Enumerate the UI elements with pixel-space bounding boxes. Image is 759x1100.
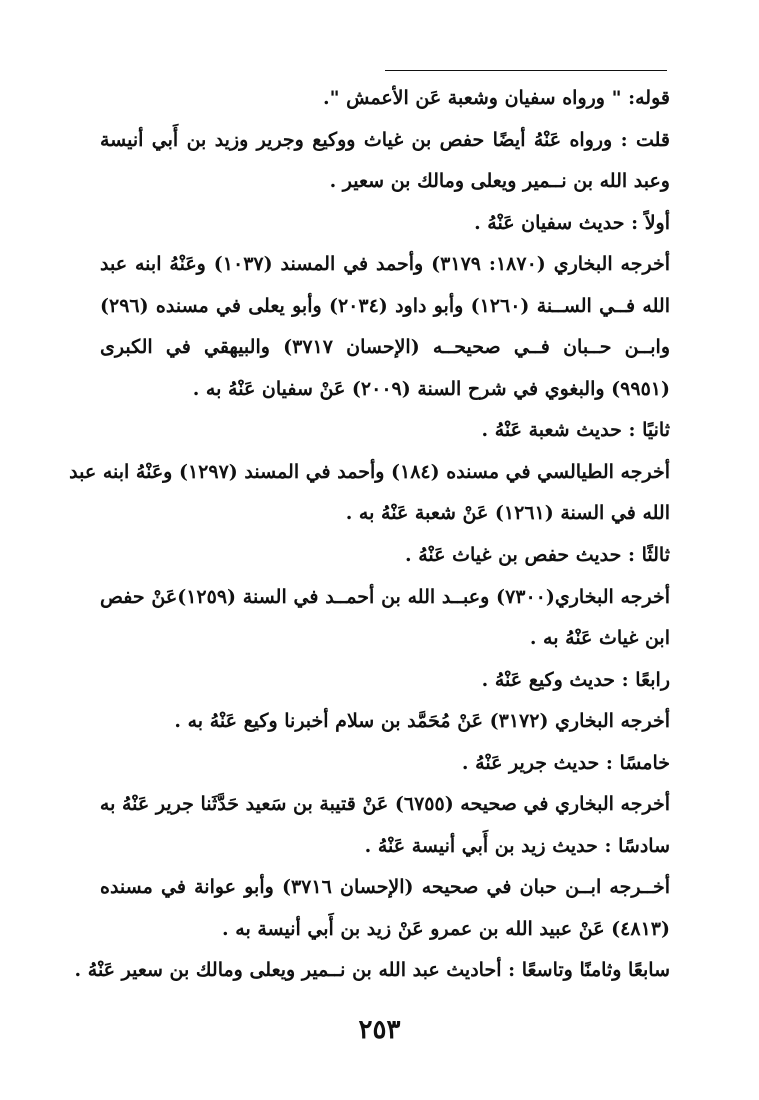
- page-number: ٢٥٣: [358, 1015, 401, 1045]
- text-line: سادسًا : حديث زيد بن أَبي أنيسة عَنْهُ .: [364, 834, 670, 857]
- text-line: سابعًا وثامنًا وتاسعًا : أحاديث عبد الله بن نــمير ويعلى ومالك بن سعير عَنْهُ .: [74, 959, 670, 982]
- text-line: أخــرجه ابــن حبان في صحيحه (الإحسان ٣٧١٦) وأبو عوانة في مسنده: [100, 876, 670, 899]
- text-line: أخرجه البخاري (١٨٧٠: ٣١٧٩) وأحمد في المسند (١٠٣٧) وعَنْهُ ابنه عبد: [100, 253, 670, 276]
- text-line: (٩٩٥١) والبغوي في شرح السنة (٢٠٠٩) عَنْ سفيان عَنْهُ به .: [192, 377, 670, 400]
- footnote-separator-rule: [385, 70, 667, 71]
- footnote-body: [69, 78, 670, 992]
- text-line: وعبد الله بن نــمير ويعلى ومالك بن سعير .: [329, 170, 670, 193]
- text-line: قلت : ورواه عَنْهُ أيضًا حفص بن غياث ووكيع وجرير وزيد بن أَبي أنيسة: [100, 128, 670, 151]
- text-line: أخرجه الطيالسي في مسنده (١٨٤) وأحمد في المسند (١٢٩٧) وعَنْهُ ابنه عبد: [69, 460, 670, 483]
- text-line: أولاً : حديث سفيان عَنْهُ .: [474, 211, 670, 234]
- text-line: ثالثًا : حديث حفص بن غياث عَنْهُ .: [405, 544, 670, 567]
- text-line: أخرجه البخاري(٧٣٠٠) وعبــد الله بن أحمــد في السنة (١٢٥٩)عَنْ حفص: [100, 585, 670, 608]
- text-line: ثانيًا : حديث شعبة عَنْهُ .: [481, 419, 670, 442]
- text-line: الله فــي الســنة (١٢٦٠) وأبو داود (٢٠٣٤) وأبو يعلى في مسنده (٢٩٦): [100, 294, 670, 317]
- text-line: ابن غياث عَنْهُ به .: [529, 627, 670, 650]
- text-line: أخرجه البخاري (٣١٧٢) عَنْ مُحَمَّد بن سلام أخبرنا وكيع عَنْهُ به .: [174, 710, 670, 733]
- text-line: قوله: " ورواه سفيان وشعبة عَن الأعمش ".: [322, 87, 670, 109]
- text-line: وابــن حــبان فــي صحيحــه (الإحسان ٣٧١٧) والبيهقي في الكبرى: [100, 336, 670, 359]
- text-line: رابعًا : حديث وكيع عَنْهُ .: [481, 668, 670, 691]
- text-line: (٤٨١٣) عَنْ عبيد الله بن عمرو عَنْ زيد بن أَبي أنيسة به .: [222, 917, 670, 940]
- text-line: أخرجه البخاري في صحيحه (٦٧٥٥) عَنْ قتيبة بن سَعيد حَدَّثَنا جرير عَنْهُ به: [99, 793, 670, 816]
- text-line: خامسًا : حديث جرير عَنْهُ .: [461, 751, 670, 774]
- text-line: الله في السنة (١٢٦١) عَنْ شعبة عَنْهُ به .: [345, 502, 670, 525]
